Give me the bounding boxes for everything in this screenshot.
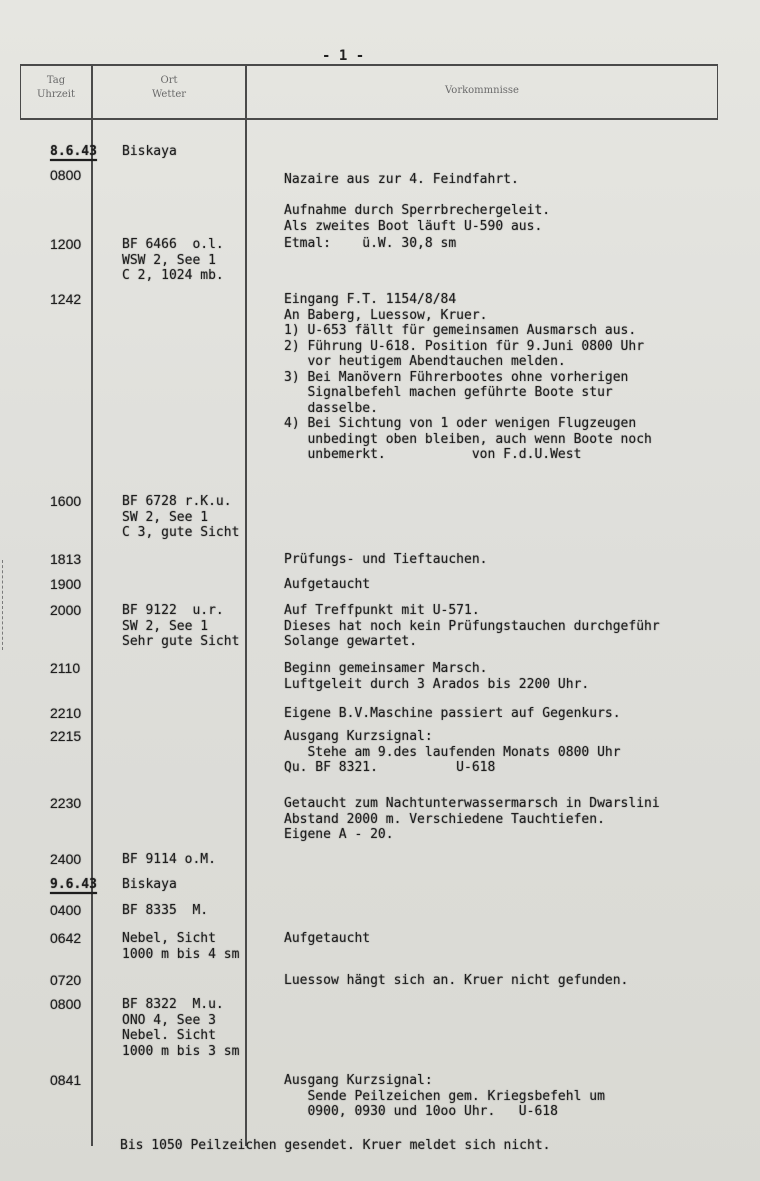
entry-event: Beginn gemeinsamer Marsch. Luftgeleit durch 3 Arados bis 2200 Uhr. [284, 661, 590, 692]
header-events: Vorkommnisse [445, 85, 519, 96]
entry-time: 0720 [50, 972, 82, 988]
entry-event: Eigene B.V.Maschine passiert auf Gegenkurs. [284, 706, 621, 721]
entry-time: 2210 [50, 705, 82, 721]
entry-location-weather: BF 9122 u.r. SW 2, See 1 Sehr gute Sicht [122, 603, 240, 649]
entry-event: Ausgang Kurzsignal: Stehe am 9.des laufenden Monats 0800 Uhr Qu. BF 8321. U-618 [284, 729, 621, 775]
entry-event: Eingang F.T. 1154/8/84 An Baberg, Luessow, Kruer. 1) U-653 fällt für gemeinsamen Ausmarsch aus. 2) Führung U-618. Position für 9.Juni 0800 Uhr vor heutigem Abendtauchen melden. 3) Bei Manövern Führerbootes ohne vorherigen Signalbefehl machen geführte Boote stur dasselbe. 4) Bei Sichtung von 1 oder wenigen Flugzeugen unbedingt oben bleiben, auch wenn Boote noch unbemerkt. von F.d.U.West [284, 292, 652, 462]
entry-location-weather: Biskaya [122, 877, 177, 892]
header-wetter: Wetter [151, 89, 187, 100]
entry-event: Getaucht zum Nachtunterwassermarsch in Dwarslini Abstand 2000 m. Verschiedene Tauchtiefen. Eigene A - 20. [284, 796, 660, 842]
entry-time: 1813 [50, 551, 82, 567]
footer-line: Bis 1050 Peilzeichen gesendet. Kruer meldet sich nicht. [120, 1138, 551, 1153]
entry-date: 9.6.43 [50, 877, 97, 892]
header-ort: Ort [160, 75, 178, 86]
entry-time: 0642 [50, 930, 82, 946]
page-number: - 1 - [322, 48, 365, 64]
entry-event: Prüfungs- und Tieftauchen. [284, 552, 488, 567]
table-top-rule [20, 64, 718, 66]
entry-time: 0800 [50, 167, 82, 183]
entry-location-weather: BF 6466 o.l. WSW 2, See 1 C 2, 1024 mb. [122, 237, 224, 283]
entry-location-weather: Nebel, Sicht 1000 m bis 4 sm [122, 931, 240, 962]
entry-time: 0400 [50, 902, 82, 918]
header-place-weather [94, 74, 244, 102]
entry-event: Ausgang Kurzsignal: Sende Peilzeichen gem. Kriegsbefehl um 0900, 0930 und 10oo Uhr. U-618 [284, 1073, 605, 1119]
entry-event: Aufgetaucht [284, 931, 371, 946]
entry-time: 1242 [50, 291, 82, 307]
entry-time: 2400 [50, 851, 82, 867]
column-rule-right [717, 64, 718, 120]
entry-time: 2110 [50, 660, 81, 676]
entry-date: 8.6.43 [50, 144, 97, 159]
entry-location-weather: BF 8322 M.u. ONO 4, See 3 Nebel. Sicht 1000 m bis 3 sm [122, 997, 240, 1059]
entry-event: Luessow hängt sich an. Kruer nicht gefunden. [284, 973, 629, 988]
entry-time: 1600 [50, 493, 82, 509]
margin-mark [2, 560, 6, 650]
header-date-time [22, 74, 90, 102]
entry-event: Nazaire aus zur 4. Feindfahrt. Aufnahme durch Sperrbrechergeleit. Als zweites Boot läuft U-590 aus. [284, 172, 551, 234]
entry-time: 1200 [50, 236, 82, 252]
entry-event: Aufgetaucht [284, 577, 371, 592]
entry-time: 2000 [50, 602, 82, 618]
column-rule-2 [245, 64, 247, 1146]
column-rule-left [20, 64, 21, 120]
header-bottom-rule [20, 118, 718, 120]
entry-time: 0800 [50, 996, 82, 1012]
entry-location-weather: Biskaya [122, 144, 177, 159]
header-tag: Tag [46, 75, 66, 86]
entry-time: 1900 [50, 576, 82, 592]
entry-time: 2230 [50, 795, 82, 811]
entry-location-weather: BF 9114 o.M. [122, 852, 216, 867]
entry-event: Etmal: ü.W. 30,8 sm [284, 236, 457, 251]
entry-time: 2215 [50, 728, 82, 744]
entry-time: 0841 [50, 1072, 82, 1088]
entry-location-weather: BF 6728 r.K.u. SW 2, See 1 C 3, gute Sicht [122, 494, 240, 540]
header-uhrzeit: Uhrzeit [36, 89, 76, 100]
entry-event: Auf Treffpunkt mit U-571. Dieses hat noch kein Prüfungstauchen durchgeführ Solange gewartet. [284, 603, 660, 649]
entry-location-weather: BF 8335 M. [122, 903, 209, 918]
